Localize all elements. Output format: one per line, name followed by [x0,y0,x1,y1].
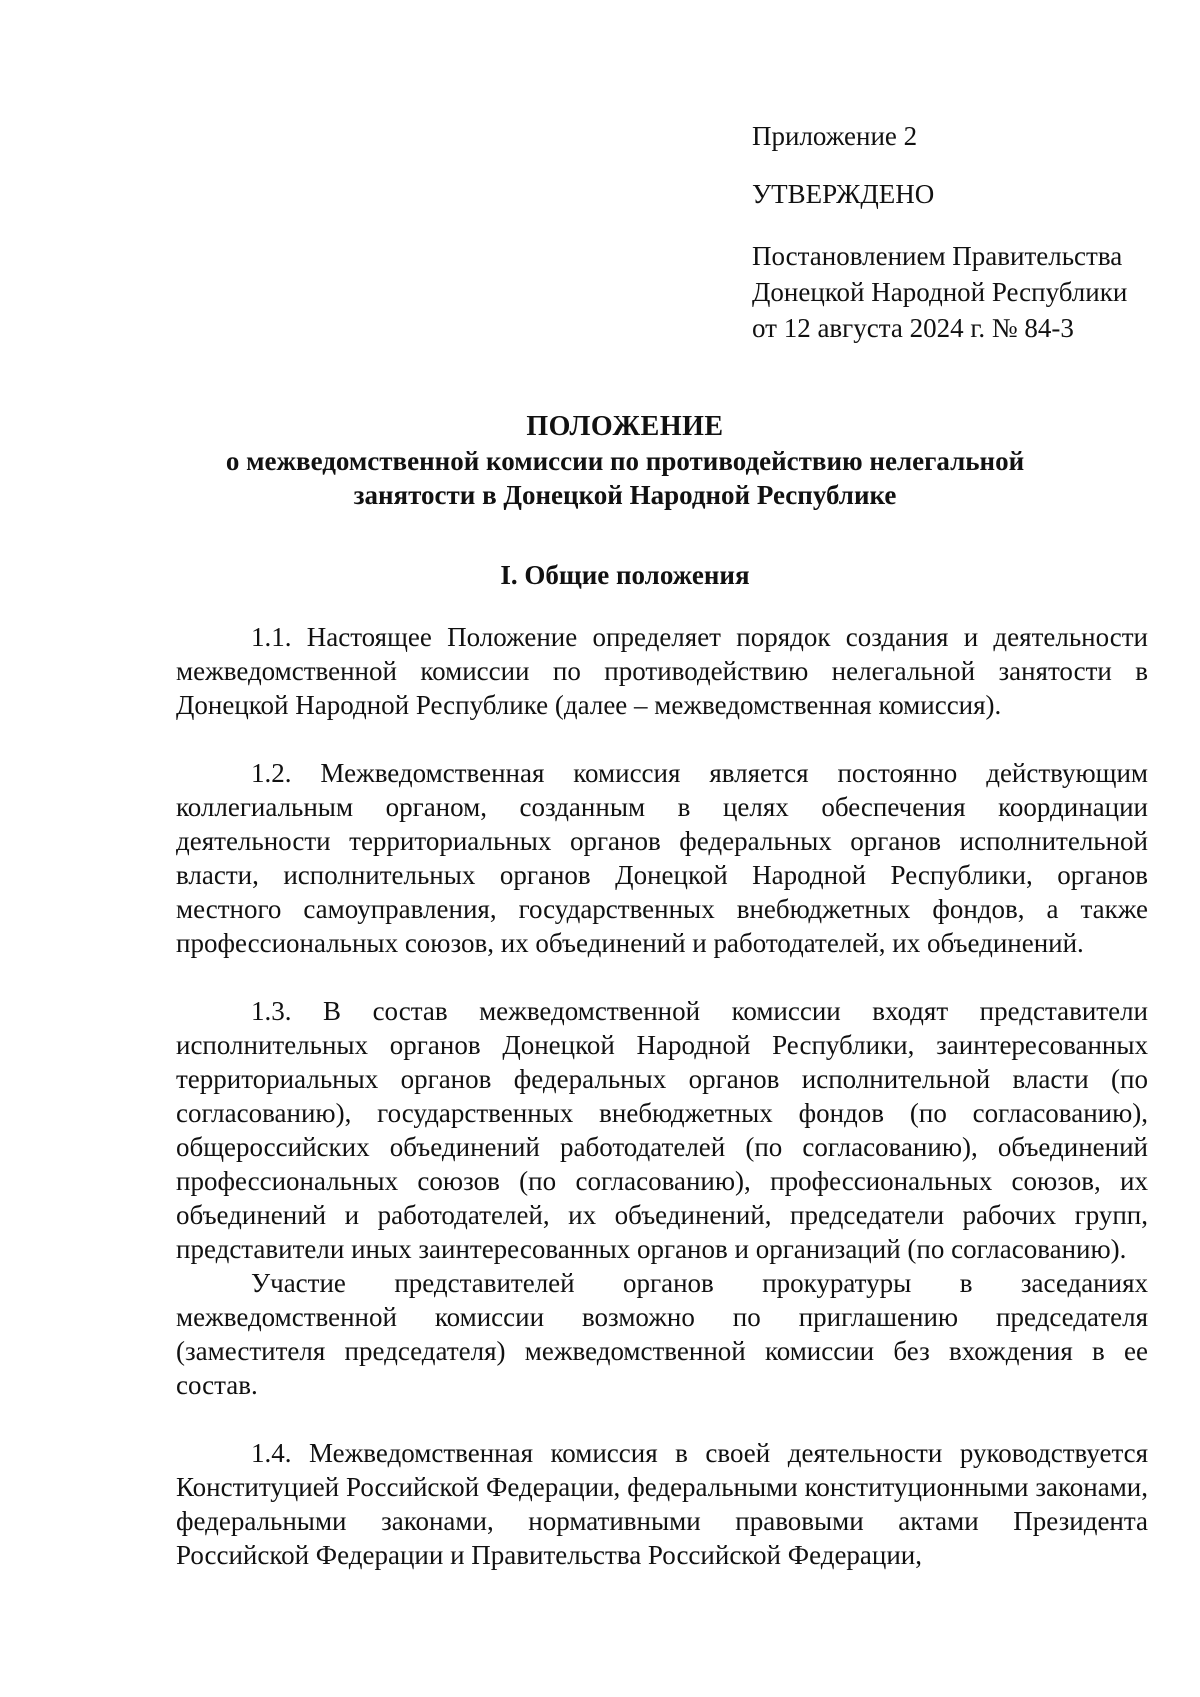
decree-line-1: Постановлением Правительства [752,241,1123,271]
document-subtitle-line-2: занятости в Донецкой Народной Республике [353,480,897,510]
appendix-label: Приложение 2 [752,121,918,151]
paragraph-1-2: 1.2. Межведомственная комиссия является постоянно действующим коллегиальным органом, созданным в целях обеспечения координации деятельности территориальных органов федеральных органов исполнительной власти, исполнительных органов Донецкой Народной Республики, органов местного самоуправления, государственных внебюджетных фондов, а также профессиональных союзов, их объединений и работодателей, их объединений. [176,758,1148,958]
decree-line-2: Донецкой Народной Республики [752,277,1128,307]
document-subtitle-line-1: о межведомственной комиссии по противодействию нелегальной [225,446,1025,476]
paragraph-1-4: 1.4. Межведомственная комиссия в своей деятельности руководствуется Конституцией Российской Федерации, федеральными конституционными законами, федеральными законами, нормативными правовыми актами Президента Российской Федерации и Правительства Российской Федерации, [176,1438,1148,1570]
paragraph-1-1: 1.1. Настоящее Положение определяет порядок создания и деятельности межведомственной комиссии по противодействию нелегальной занятости в Донецкой Народной Республике (далее – межведомственная комиссия). [176,622,1148,720]
decree-line-3: от 12 августа 2024 г. № 84-3 [752,313,1074,343]
document-title: ПОЛОЖЕНИЕ [526,411,724,442]
document-title-block [160,410,1090,512]
section-heading: I. Общие положения [500,560,750,590]
paragraph-1-3-continuation: Участие представителей органов прокуратуры в заседаниях межведомственной комиссии возможно по приглашению председателя (заместителя председателя) межведомственной комиссии без вхождения в ее состав. [176,1268,1148,1400]
approval-stamp-block [752,118,1172,346]
approved-label: УТВЕРЖДЕНО [752,179,935,209]
document-body [176,620,1148,1572]
paragraph-1-3: 1.3. В состав межведомственной комиссии входят представители исполнительных органов Донецкой Народной Республики, заинтересованных территориальных органов федеральных органов исполнительной власти (по согласованию), государственных внебюджетных фондов (по согласованию), общероссийских объединений работодателей (по согласованию), объединений профессиональных союзов (по согласованию), профессиональных союзов, их объединений и работодателей, их объединений, председатели рабочих групп, представители иных заинтересованных органов и организаций (по согласованию). [176,996,1148,1264]
